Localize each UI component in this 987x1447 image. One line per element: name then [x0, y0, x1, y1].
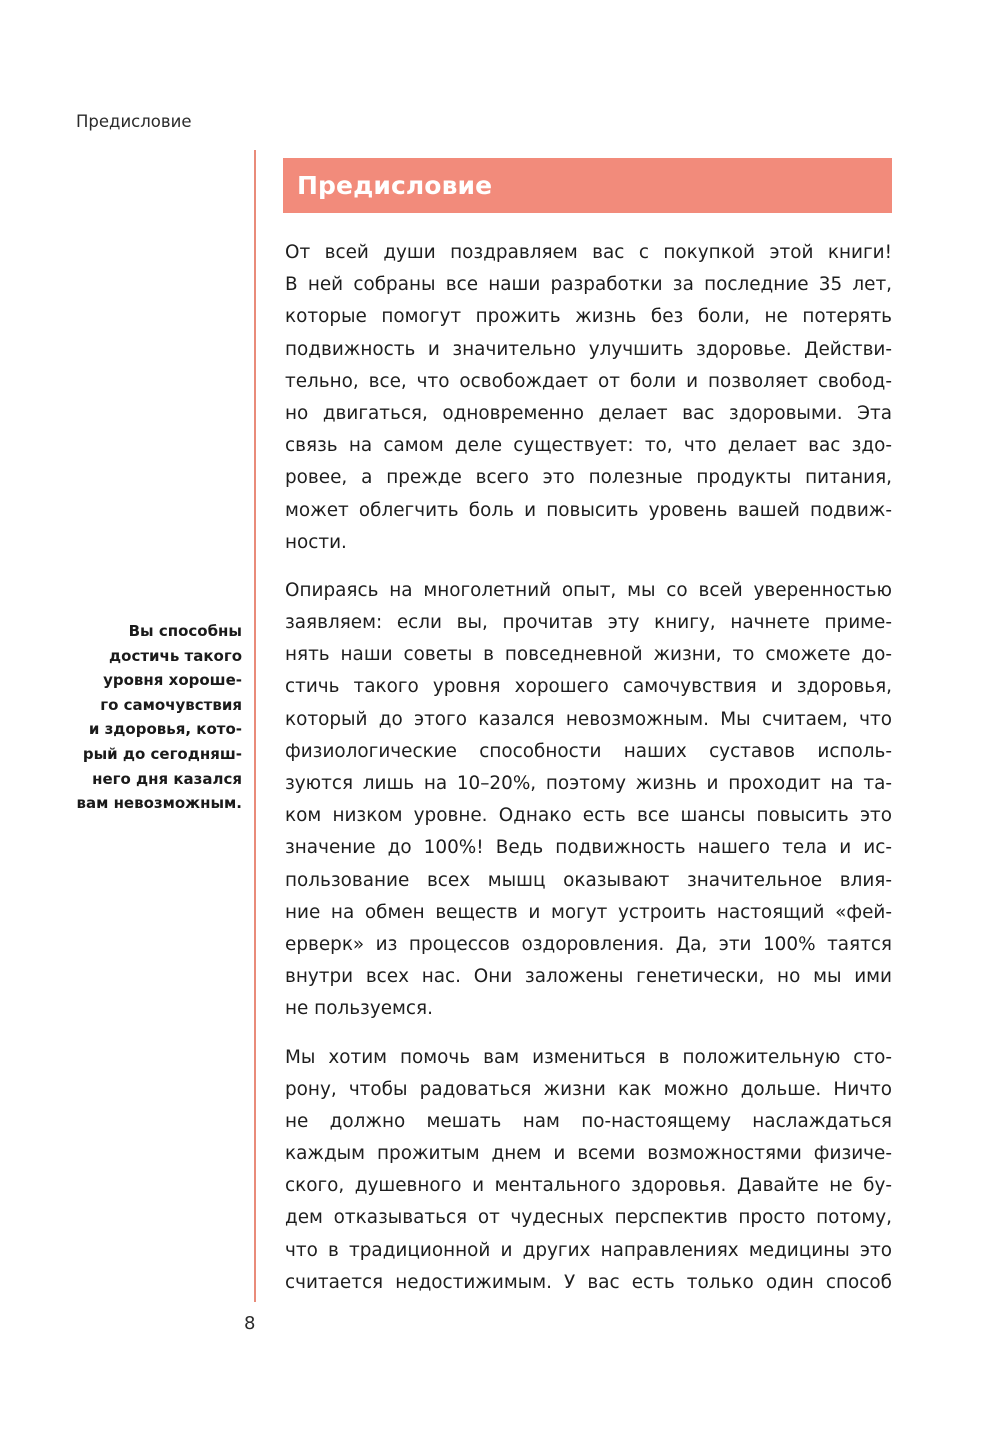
text-line: ровее, а прежде всего это полезные продукты питания, — [285, 467, 892, 489]
text-line: подвижность и значительно улучшить здоровье. Действи- — [285, 338, 892, 360]
paragraph — [285, 575, 892, 1026]
text-line: которые помогут прожить жизнь без боли, не потерять — [285, 306, 892, 328]
text-line: каждым прожитым днем и всеми возможностями физиче- — [285, 1143, 892, 1165]
text-line: заявляем: если вы, прочитав эту книгу, начнете приме- — [285, 612, 892, 634]
text-line: нять наши советы в повседневной жизни, то сможете до- — [285, 644, 892, 666]
pull-quote-line: уровня хороше- — [103, 671, 242, 690]
text-line: ности. — [285, 531, 347, 553]
text-line: считается недостижимым. У вас есть только один способ — [285, 1271, 892, 1293]
chapter-title-banner — [283, 158, 892, 213]
text-line: рону, чтобы радоваться жизни как можно дольше. Ничто — [285, 1078, 892, 1100]
text-line: Мы хотим помочь вам измениться в положительную сто- — [285, 1046, 892, 1068]
margin-pull-quote — [60, 619, 242, 816]
text-line: внутри всех нас. Они заложены генетически, но мы ими — [285, 966, 892, 988]
text-line: значение до 100%! Ведь подвижность нашего тела и ис- — [285, 837, 892, 859]
pull-quote-line: и здоровья, кото- — [88, 720, 242, 739]
text-line: может облегчить боль и повысить уровень вашей подвиж- — [285, 499, 892, 521]
paragraph — [285, 1042, 892, 1300]
pull-quote-line: него дня казался — [92, 769, 242, 788]
paragraph — [285, 237, 892, 559]
text-line: ние на обмен веществ и могут устроить настоящий «фей- — [285, 901, 892, 923]
body-text — [285, 237, 892, 1315]
text-line: что в традиционной и других направлениях медицины это — [285, 1239, 892, 1261]
text-line: не должно мешать нам по-настоящему наслаждаться — [285, 1110, 892, 1132]
text-line: Опираясь на многолетний опыт, мы со всей уверенностью — [285, 579, 892, 601]
text-line: связь на самом деле существует: то, что делает вас здо- — [285, 435, 892, 457]
text-line: дем отказываться от чудесных перспектив просто потому, — [285, 1207, 892, 1229]
text-line: ского, душевного и ментального здоровья. Давайте не бу- — [285, 1175, 892, 1197]
text-line: стичь такого уровня хорошего самочувствия и здоровья, — [285, 676, 892, 698]
text-line: который до этого казался невозможным. Мы считаем, что — [285, 708, 892, 730]
page-number: 8 — [244, 1313, 256, 1334]
text-line: не пользуемся. — [285, 998, 433, 1020]
text-line: В ней собраны все наши разработки за последние 35 лет, — [285, 274, 892, 296]
running-header: Предисловие — [76, 112, 192, 131]
text-line: ком низком уровне. Однако есть все шансы повысить это — [285, 805, 892, 827]
text-line: От всей души поздравляем вас с покупкой этой книги! — [285, 242, 892, 263]
text-line: тельно, все, что освобождает от боли и позволяет свобод- — [285, 370, 892, 392]
pull-quote-line: рый до сегодняш- — [82, 744, 242, 763]
pull-quote-line: вам невозможным. — [76, 794, 242, 813]
text-line: ерверк» из процессов оздоровления. Да, эти 100% таятся — [285, 933, 892, 955]
chapter-title: Предисловие — [297, 171, 493, 200]
pull-quote-line: го самочувствия — [100, 695, 242, 714]
text-line: но двигаться, одновременно делает вас здоровыми. Эта — [285, 402, 892, 424]
margin-divider-rule — [254, 150, 256, 1302]
pull-quote-line: Вы способны — [128, 622, 242, 640]
text-line: физиологические способности наших суставов исполь- — [285, 740, 892, 762]
pull-quote-line: достичь такого — [109, 646, 242, 665]
text-line: зуются лишь на 10–20%, поэтому жизнь и проходит на та- — [285, 773, 892, 794]
text-line: пользование всех мышц оказывают значительное влия- — [285, 869, 892, 891]
